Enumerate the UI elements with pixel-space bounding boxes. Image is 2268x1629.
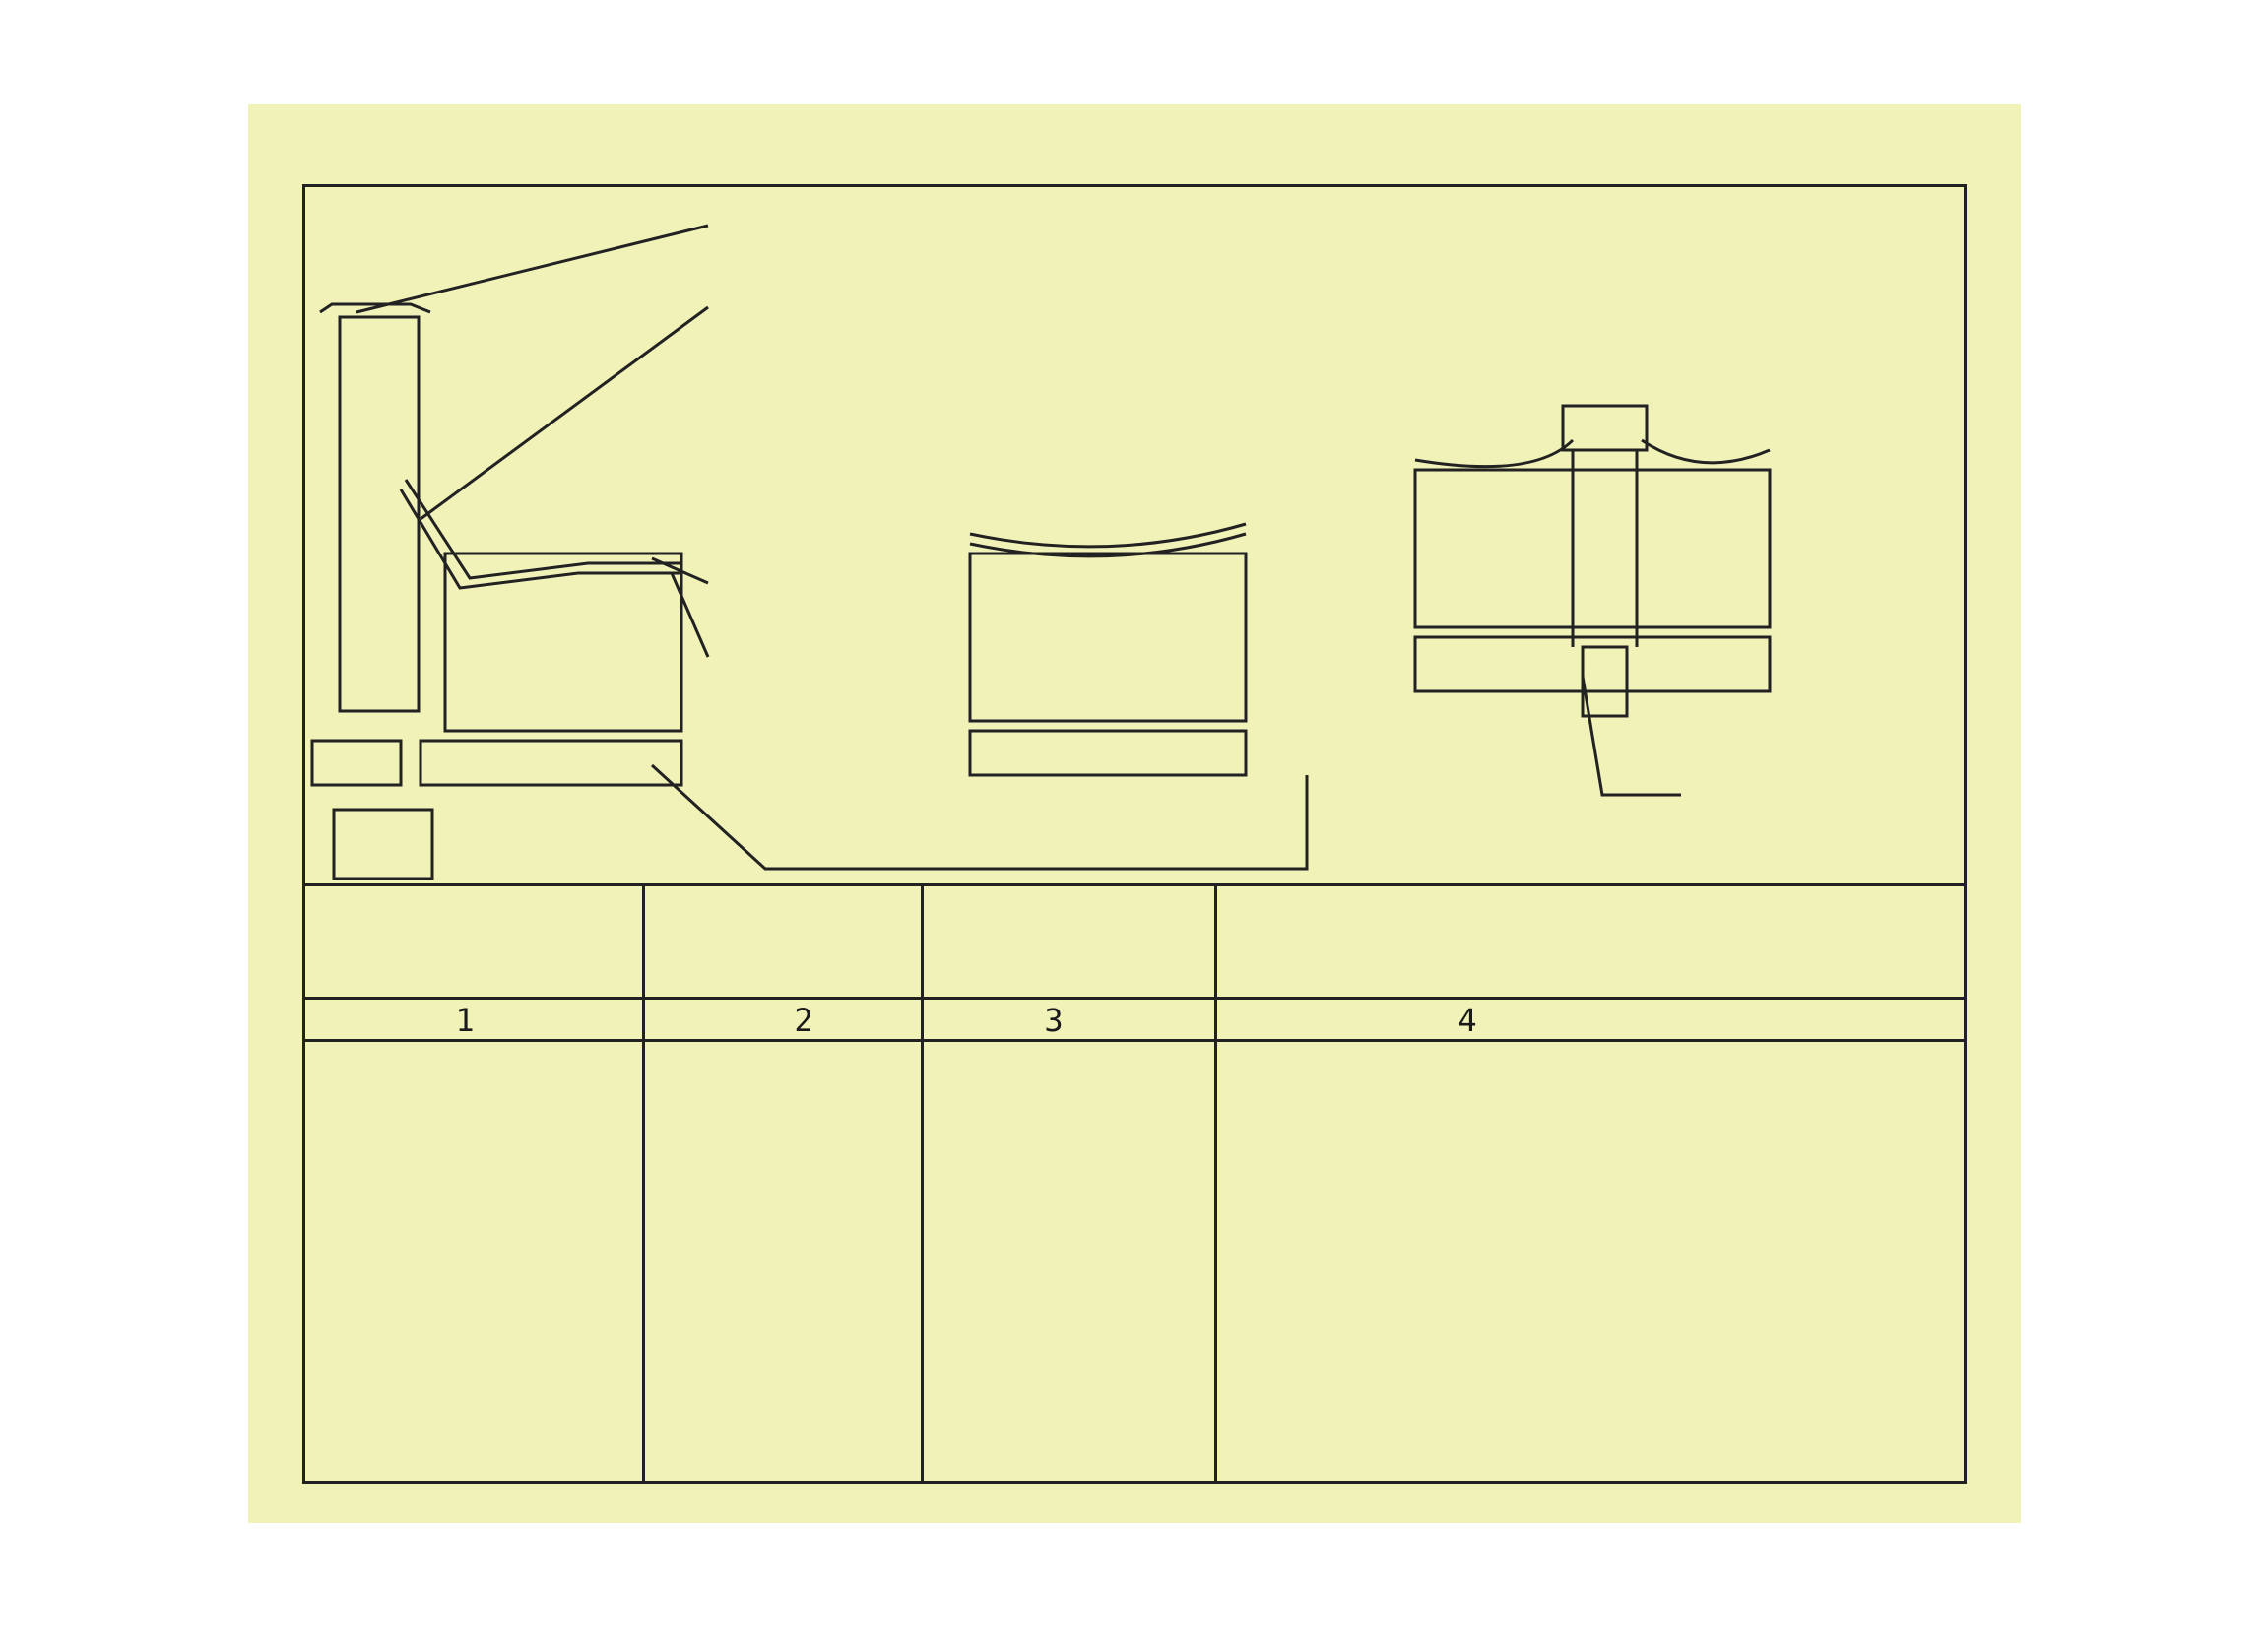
concrete-fill-3 xyxy=(1415,470,1770,627)
slab-right-1 xyxy=(421,741,681,785)
leader-4 xyxy=(672,573,708,657)
col-number-4: 4 xyxy=(1458,1002,1477,1039)
table-header-line xyxy=(302,997,1967,1000)
col-divider-3 xyxy=(1214,883,1217,1484)
concrete-fill-1 xyxy=(445,554,681,731)
leader-mat xyxy=(1583,677,1681,795)
drawing-svg xyxy=(302,184,1967,885)
roof-3 xyxy=(1415,440,1770,467)
table-number-line xyxy=(302,1039,1967,1042)
leader-2 xyxy=(421,307,708,519)
col-number-3: 3 xyxy=(1044,1002,1064,1039)
col-divider-1 xyxy=(642,883,645,1484)
slab-2 xyxy=(970,731,1246,775)
slab-section-1 xyxy=(334,810,432,879)
technical-drawings xyxy=(302,184,1967,885)
layers-1 xyxy=(406,480,681,578)
col-divider-2 xyxy=(921,883,924,1484)
table-top-line xyxy=(302,883,1967,886)
clamp xyxy=(1583,647,1627,716)
leader-slab xyxy=(652,765,1307,869)
slab-3 xyxy=(1415,637,1770,691)
drain-pipe xyxy=(1573,450,1637,647)
concrete-fill-2 xyxy=(970,554,1246,721)
drain-cap xyxy=(1563,406,1647,450)
leader-1 xyxy=(356,226,708,312)
col-number-2: 2 xyxy=(794,1002,813,1039)
parapet-wall xyxy=(340,317,419,711)
slab-left-1 xyxy=(312,741,401,785)
col-number-1: 1 xyxy=(455,1002,475,1039)
